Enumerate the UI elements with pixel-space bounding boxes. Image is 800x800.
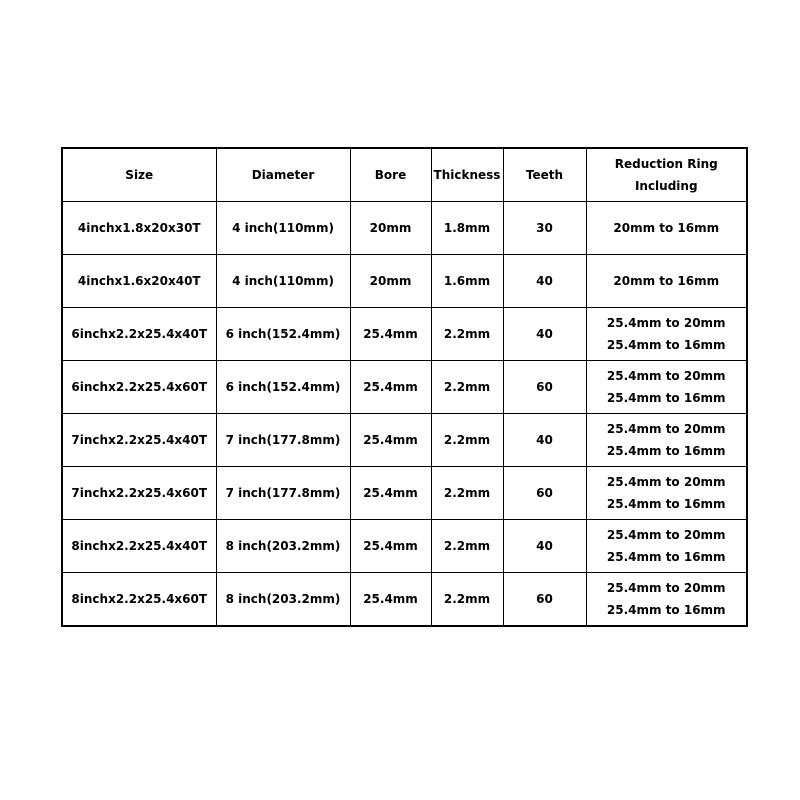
header-reduction-line-1: Reduction Ring (614, 157, 718, 171)
reduction-line: 25.4mm to 16mm (606, 603, 726, 617)
cell-teeth: 40 (503, 414, 586, 467)
cell-diameter: 6 inch(152.4mm) (216, 361, 350, 414)
cell-size: 4inchx1.8x20x30T (62, 202, 216, 255)
cell-thickness: 2.2mm (431, 361, 503, 414)
cell-teeth: 60 (503, 467, 586, 520)
header-thickness: Thickness (431, 148, 503, 202)
header-teeth: Teeth (503, 148, 586, 202)
table-row (62, 308, 747, 361)
cell-thickness: 1.6mm (431, 255, 503, 308)
reduction-line: 25.4mm to 20mm (606, 581, 726, 595)
reduction-line: 25.4mm to 16mm (606, 497, 726, 511)
table-row (62, 573, 747, 627)
header-row (62, 148, 747, 202)
cell-bore: 25.4mm (350, 573, 431, 627)
cell-reduction (586, 467, 747, 520)
cell-teeth: 40 (503, 255, 586, 308)
cell-reduction (586, 308, 747, 361)
cell-size: 8inchx2.2x25.4x60T (62, 573, 216, 627)
table-row (62, 414, 747, 467)
reduction-line: 20mm to 16mm (613, 221, 720, 235)
header-size: Size (62, 148, 216, 202)
reduction-line: 25.4mm to 20mm (606, 369, 726, 383)
table-row (62, 255, 747, 308)
table-row (62, 202, 747, 255)
cell-thickness: 2.2mm (431, 520, 503, 573)
header-reduction-ring (586, 148, 747, 202)
cell-bore: 20mm (350, 255, 431, 308)
cell-size: 7inchx2.2x25.4x60T (62, 467, 216, 520)
reduction-line: 25.4mm to 20mm (606, 475, 726, 489)
cell-reduction (586, 361, 747, 414)
cell-bore: 20mm (350, 202, 431, 255)
cell-teeth: 60 (503, 573, 586, 627)
reduction-line: 25.4mm to 20mm (606, 422, 726, 436)
cell-diameter: 7 inch(177.8mm) (216, 414, 350, 467)
cell-teeth: 40 (503, 308, 586, 361)
cell-thickness: 2.2mm (431, 308, 503, 361)
cell-size: 4inchx1.6x20x40T (62, 255, 216, 308)
cell-diameter: 4 inch(110mm) (216, 202, 350, 255)
cell-size: 8inchx2.2x25.4x40T (62, 520, 216, 573)
reduction-line: 25.4mm to 16mm (606, 550, 726, 564)
reduction-line: 25.4mm to 16mm (606, 444, 726, 458)
cell-teeth: 60 (503, 361, 586, 414)
reduction-line: 25.4mm to 20mm (606, 316, 726, 330)
cell-thickness: 2.2mm (431, 573, 503, 627)
cell-bore: 25.4mm (350, 308, 431, 361)
cell-size: 6inchx2.2x25.4x60T (62, 361, 216, 414)
cell-diameter: 7 inch(177.8mm) (216, 467, 350, 520)
cell-bore: 25.4mm (350, 467, 431, 520)
reduction-line: 25.4mm to 16mm (606, 391, 726, 405)
cell-reduction (586, 202, 747, 255)
cell-reduction (586, 255, 747, 308)
reduction-line: 20mm to 16mm (613, 274, 720, 288)
cell-thickness: 1.8mm (431, 202, 503, 255)
table-row (62, 520, 747, 573)
cell-bore: 25.4mm (350, 414, 431, 467)
table-row (62, 467, 747, 520)
cell-reduction (586, 573, 747, 627)
cell-diameter: 6 inch(152.4mm) (216, 308, 350, 361)
header-bore: Bore (350, 148, 431, 202)
cell-thickness: 2.2mm (431, 467, 503, 520)
spec-table (61, 147, 748, 627)
cell-thickness: 2.2mm (431, 414, 503, 467)
reduction-line: 25.4mm to 20mm (606, 528, 726, 542)
cell-reduction (586, 414, 747, 467)
cell-teeth: 30 (503, 202, 586, 255)
header-diameter: Diameter (216, 148, 350, 202)
reduction-line: 25.4mm to 16mm (606, 338, 726, 352)
table-row (62, 361, 747, 414)
cell-teeth: 40 (503, 520, 586, 573)
cell-diameter: 8 inch(203.2mm) (216, 573, 350, 627)
header-reduction-line-2: Including (634, 179, 698, 193)
cell-size: 6inchx2.2x25.4x40T (62, 308, 216, 361)
cell-bore: 25.4mm (350, 361, 431, 414)
cell-size: 7inchx2.2x25.4x40T (62, 414, 216, 467)
cell-reduction (586, 520, 747, 573)
cell-bore: 25.4mm (350, 520, 431, 573)
cell-diameter: 8 inch(203.2mm) (216, 520, 350, 573)
cell-diameter: 4 inch(110mm) (216, 255, 350, 308)
